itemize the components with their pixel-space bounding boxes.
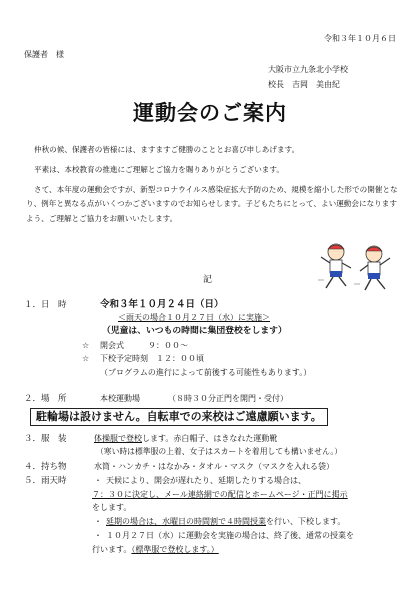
rain-bullet-3-pre: 行います。 — [92, 545, 132, 554]
rain-bullet-2-rest: を行い、下校します。 — [266, 517, 346, 526]
section-date-label: １．日 時 — [24, 300, 67, 310]
section-rain-label: ５．雨天時 — [24, 476, 67, 486]
principal-name: 校長 吉岡 美由紀 — [268, 80, 340, 89]
ki-marker: 記 — [203, 275, 213, 285]
rain-bullet-1-line-2: ７：３０に決定し、メール連絡網での配信とホームページ・正門に掲示 — [92, 490, 348, 499]
rain-date: ＜雨天の場合１０月２７日（水）に実施＞ — [118, 313, 270, 322]
running-children-illustration — [318, 240, 398, 296]
gate-open-note: （８時３０分正門を開門・受付） — [168, 394, 288, 403]
dismissal-time: 下校予定時刻 １２：００頃 — [100, 354, 204, 363]
clothing-line-2: （寒い時は標準服の上着、女子はスカートを着用しても構いません。） — [96, 447, 343, 456]
bullet: ・ — [94, 517, 102, 526]
star-icon: ☆ — [82, 354, 90, 363]
rain-bullet-3-underlined: （標準服で登校します。） — [131, 545, 219, 554]
section-clothing-label: ３．服 装 — [24, 434, 67, 444]
intro-paragraph-1: 仲秋の候、保護者の皆様には、ますますご健勝のこととお喜び申しあげます。 — [34, 145, 300, 154]
items-list: 水筒・ハンカチ・はなかみ・タオル・マスク（マスクを入れる袋） — [94, 462, 334, 471]
event-place: 本校運動場 — [100, 394, 140, 403]
section-place-label: ２．場 所 — [24, 394, 67, 404]
rain-bullet-1-line-3: をします。 — [92, 503, 132, 512]
rain-bullet-2 — [106, 517, 345, 527]
rain-bullet-2-underlined: 延期の場合は、水曜日の時間割で４時間授業 — [106, 517, 266, 526]
document-date: 令和３年１０月６日 — [324, 34, 396, 43]
intro-paragraph-2: 平素は、本校教育の推進にご理解とご協力を賜りありがとうございます。 — [34, 165, 284, 174]
bullet: ・ — [94, 476, 102, 485]
parking-notice: 駐輪場は設けません。自転車での来校はご遠慮願います。 — [30, 408, 328, 426]
bullet: ・ — [94, 531, 102, 540]
rain-bullet-3-line-2 — [92, 545, 219, 555]
rain-bullet-3-line-1: １０月２７日（水）に運動会を実施の場合は、終了後、通常の授業を — [106, 531, 354, 540]
program-note: （プログラムの進行によって前後する可能性もあります。） — [100, 368, 312, 377]
section-items-label: ４．持ち物 — [24, 462, 67, 472]
clothing-line-1 — [94, 434, 277, 444]
page-title: 運動会のご案内 — [133, 101, 287, 125]
addressee: 保護者 様 — [24, 50, 64, 59]
opening-ceremony: 開会式 ９：００～ — [100, 341, 188, 350]
rain-bullet-1-line-1: 天候により、開会が遅れたり、延期したりする場合は、 — [106, 476, 306, 485]
clothing-underlined: 体操服で登校 — [94, 434, 142, 443]
intro-paragraph-3: さて、本年度の運動会ですが、新型コロナウイルス感染症拡大予防のため、規模を縮小した形での開催となり、例年と異なる点がいくつかございますのでお知らせします。子どもたちにとって、よい運動会になりますよう、ご理解とご協力をお願いいたします。 — [26, 185, 398, 223]
attendance-note: （児童は、いつもの時間に集団登校をします） — [102, 326, 287, 336]
school-name: 大阪市立九条北小学校 — [268, 65, 348, 74]
event-date: 令和３年１０月２４日（日） — [100, 299, 224, 310]
clothing-rest: します。赤白帽子、はきなれた運動靴 — [142, 434, 278, 443]
star-icon: ☆ — [82, 341, 90, 350]
